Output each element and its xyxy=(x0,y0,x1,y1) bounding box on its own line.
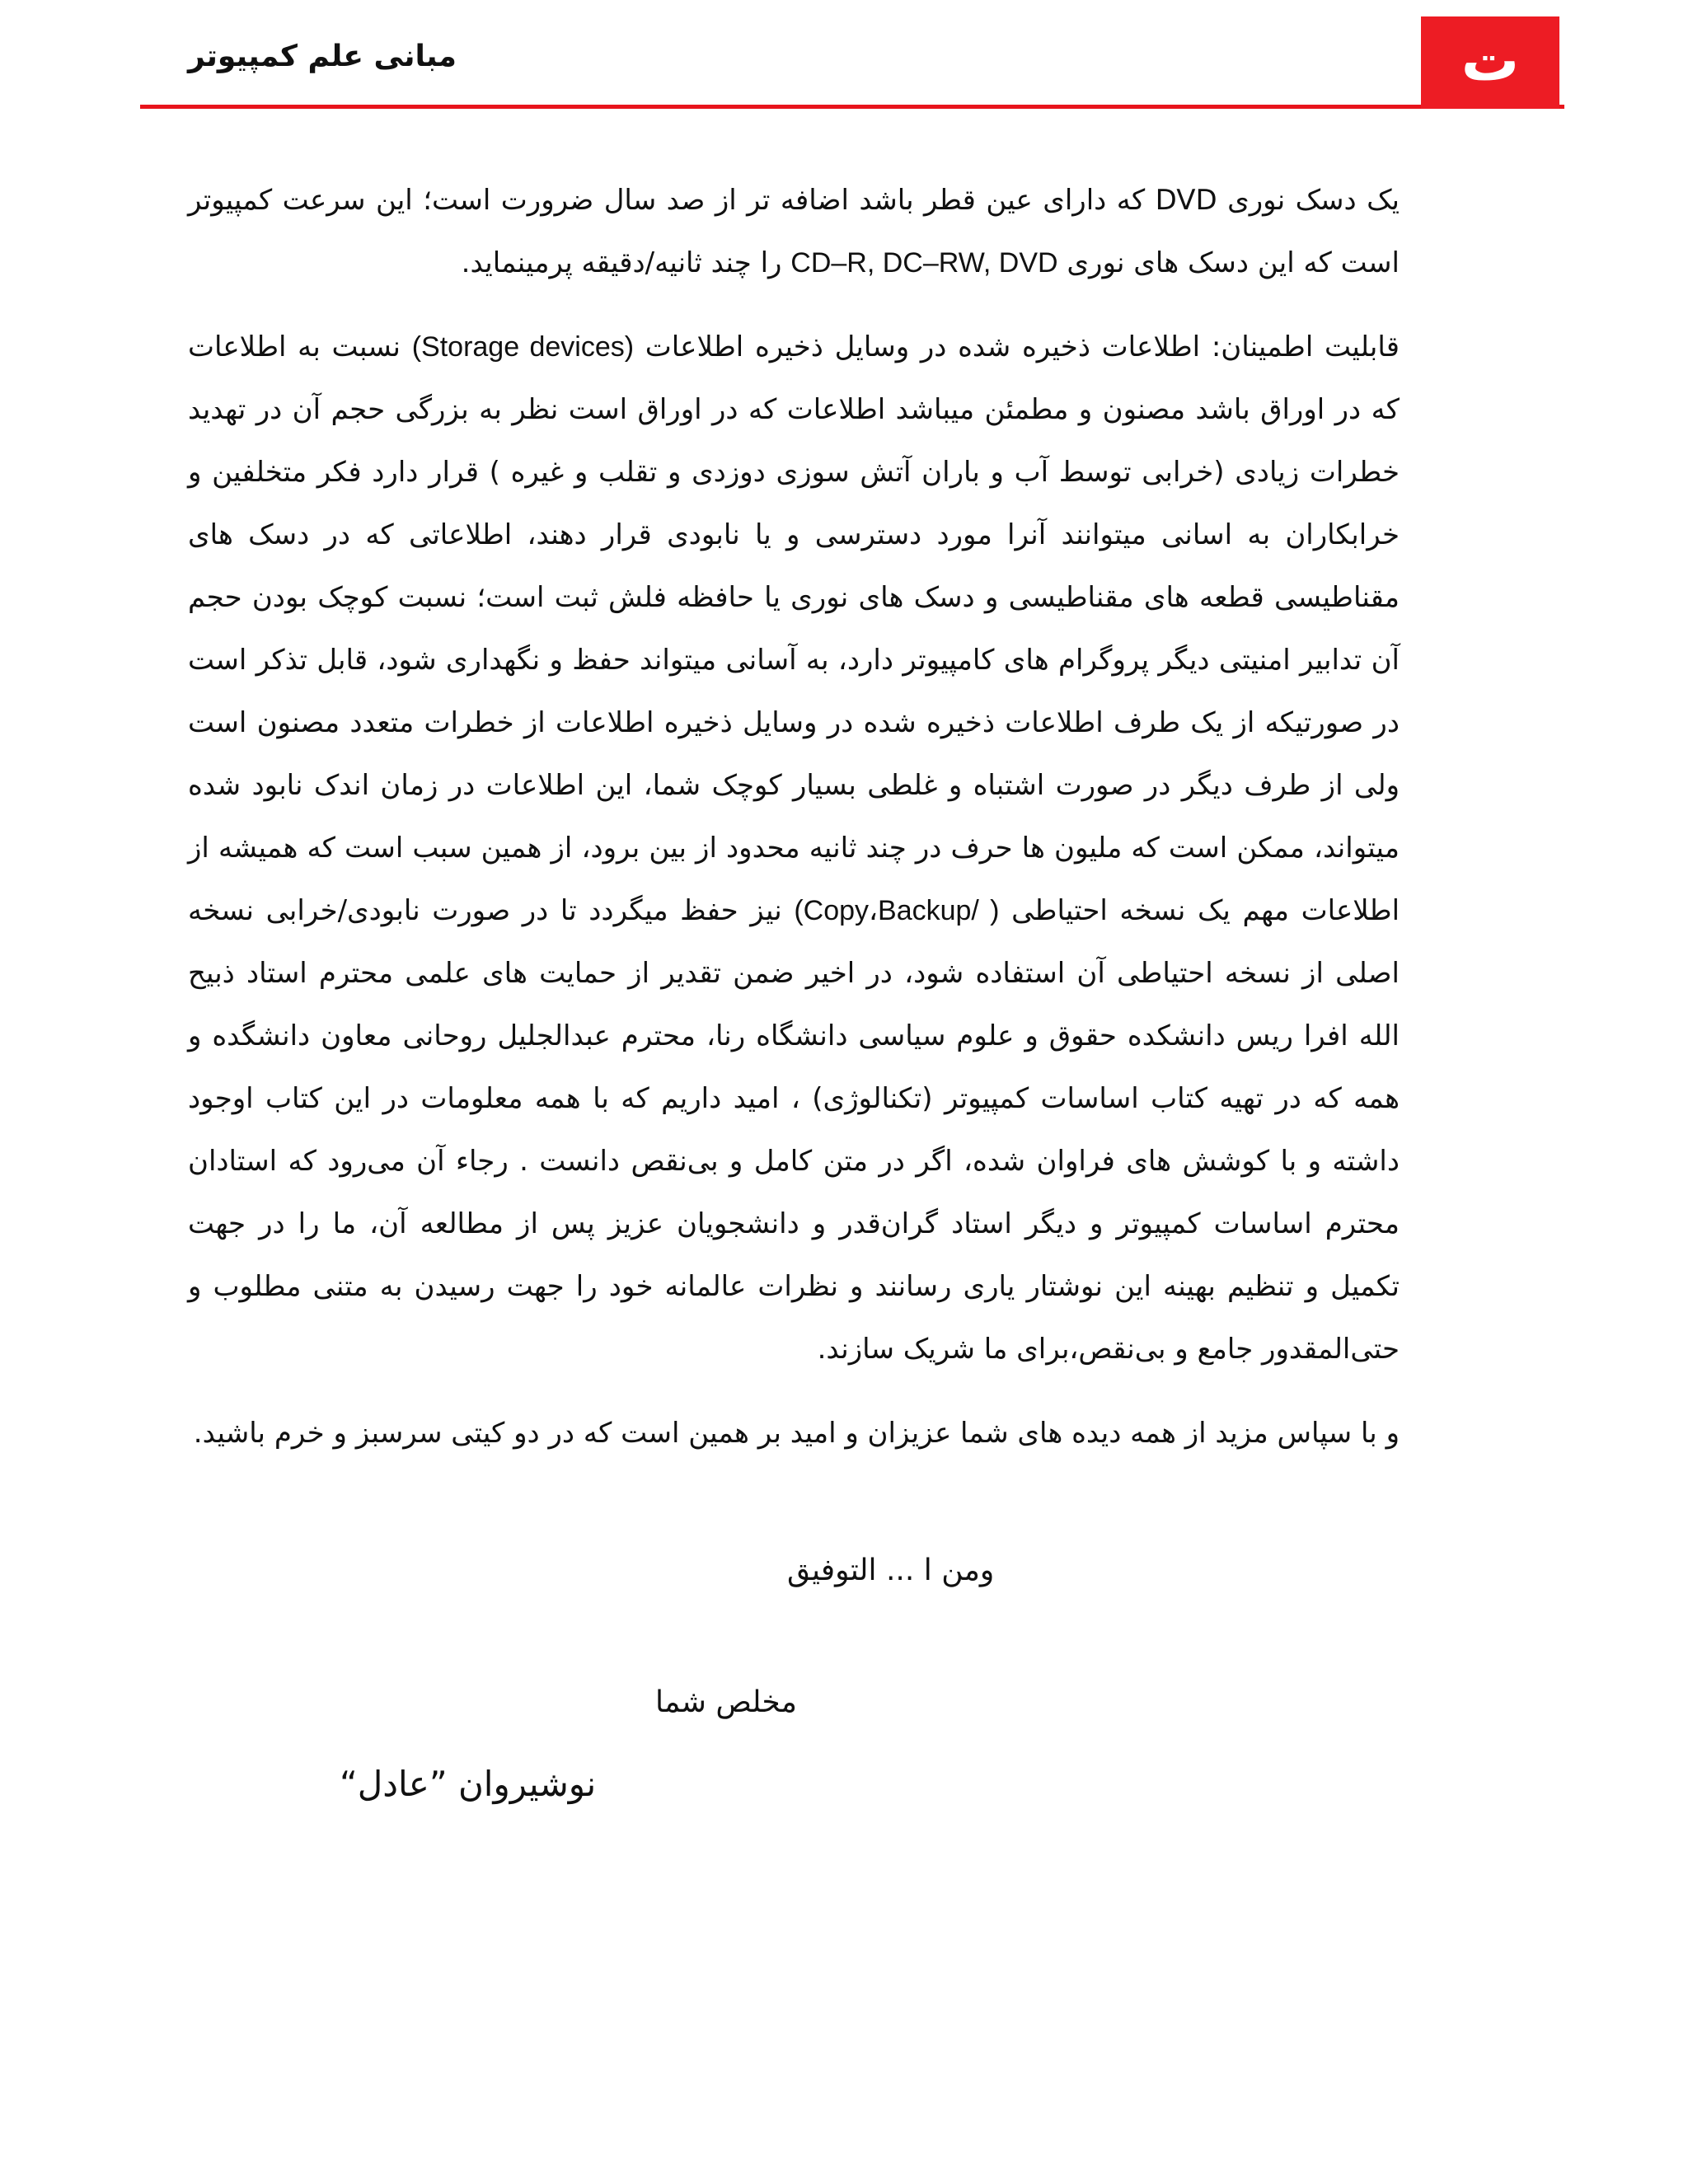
paragraph-text: قابلیت اطمینان: اطلاعات ذخیره شده در وسایل ذخیره اطلاعات xyxy=(645,330,1400,363)
disc-types-label: CD–R, DC–RW, DVD xyxy=(790,247,1058,279)
header-divider xyxy=(140,105,1564,109)
body-text xyxy=(188,169,1400,1465)
book-title: مبانی علم کمپیوتر xyxy=(188,40,457,73)
paragraph-text: را چند ثانیه/دقیقه پرمینماید. xyxy=(461,246,782,279)
paragraph-text: یک دسک نوری DVD که دارای عین قطر باشد اضافه تر از صد سال ضرورت است؛ این سرعت کمپیوتر است که این دسک های نوری xyxy=(188,184,1400,279)
paragraph-dvd-speed xyxy=(188,169,1400,294)
closing-salutation: مخلص شما xyxy=(655,1685,797,1719)
paragraph-text: نسبت به اطلاعات که در اوراق باشد مصنون و مطمئن میباشد اطلاعات که در اوراق است نظر به بزرگی حجم آن در تهدید خطرات زیادی (خرابی توسط آب و باران آتش سوزی دوزدی و تقلب و غیره ) قرار دارد فکر متخلفین و خرابکاران به اسانی میتوانند آنرا مورد دسترسی و یا نابودی قرار دهند، اطلاعاتی که در دسک های مقناطیسی قطعه های مقناطیسی و دسک های نوری یا حافظه فلش ثبت است؛ نسبت کوچک بودن حجم آن تدابیر امنیتی دیگر پروگرام های کامپیوتر دارد، به آسانی میتواند حفظ و نگهداری شود، قابل تذکر است در صورتیکه از یک طرف اطلاعات ذخیره شده در وسایل ذخیره اطلاعات از خطرات متعدد مصنون است ولی از طرف دیگر در صورت اشتباه و غلطی بسیار کوچک شما، این اطلاعات در زمان اندک نابود شده میتواند، ممکن است که ملیون ها حرف در چند ثانیه محدود از بین برود، از همین سبب است که همیشه از اطلاعات مهم یک نسخه احتیاطی xyxy=(188,330,1400,927)
paragraph-reliability xyxy=(188,316,1400,1380)
paragraph-text: نیز حفظ میگردد تا در صورت نابودی/خرابی نسخه اصلی از نسخه احتیاطی آن استفاده شود، در اخیر ضمن تقدیر از حمایت های علمی محترم استاد ذبیح الله افرا ریس دانشکده حقوق و علوم سیاسی دانشگاه رنا، محترم عبدالجلیل روحانی معاون دانشگده و همه که در تهیه کتاب اساسات کمپیوتر (تکنالوژی) ، امید داریم که با همه معلومات در این کتاب اوجود داشته و با کوشش های فراوان شده، اگر در متن کامل و بی‌نقص دانست . رجاء آن می‌رود که استادان محترم اساسات کمپیوتر و دیگر استاد گران‌قدر و دانشجویان عزیز پس از مطالعه آن، ما را در جهت تکمیل و تنظیم بهینه این نوشتار یاری رسانند و نظرات عالمانه خود را جهت رسیدن به متنی مطلوب و حتی‌المقدور جامع و بی‌نقص،برای ما شریک سازند. xyxy=(188,894,1400,1366)
closing-phrase: ومن ا ... التوفیق xyxy=(787,1554,995,1587)
storage-devices-term: (Storage devices) xyxy=(411,331,635,363)
page-number-badge xyxy=(1421,16,1559,109)
page-header xyxy=(0,0,1688,115)
author-name: نوشیروان ”عادل“ xyxy=(340,1764,597,1804)
backup-term: (Copy،Backup/ ) xyxy=(794,895,1000,926)
page-letter: ت xyxy=(1461,26,1520,94)
paragraph-thanks: و با سپاس مزید از همه دیده های شما عزیزان و امید بر همین است که در دو کیتی سرسبز و خرم باشید. xyxy=(193,1417,1400,1450)
